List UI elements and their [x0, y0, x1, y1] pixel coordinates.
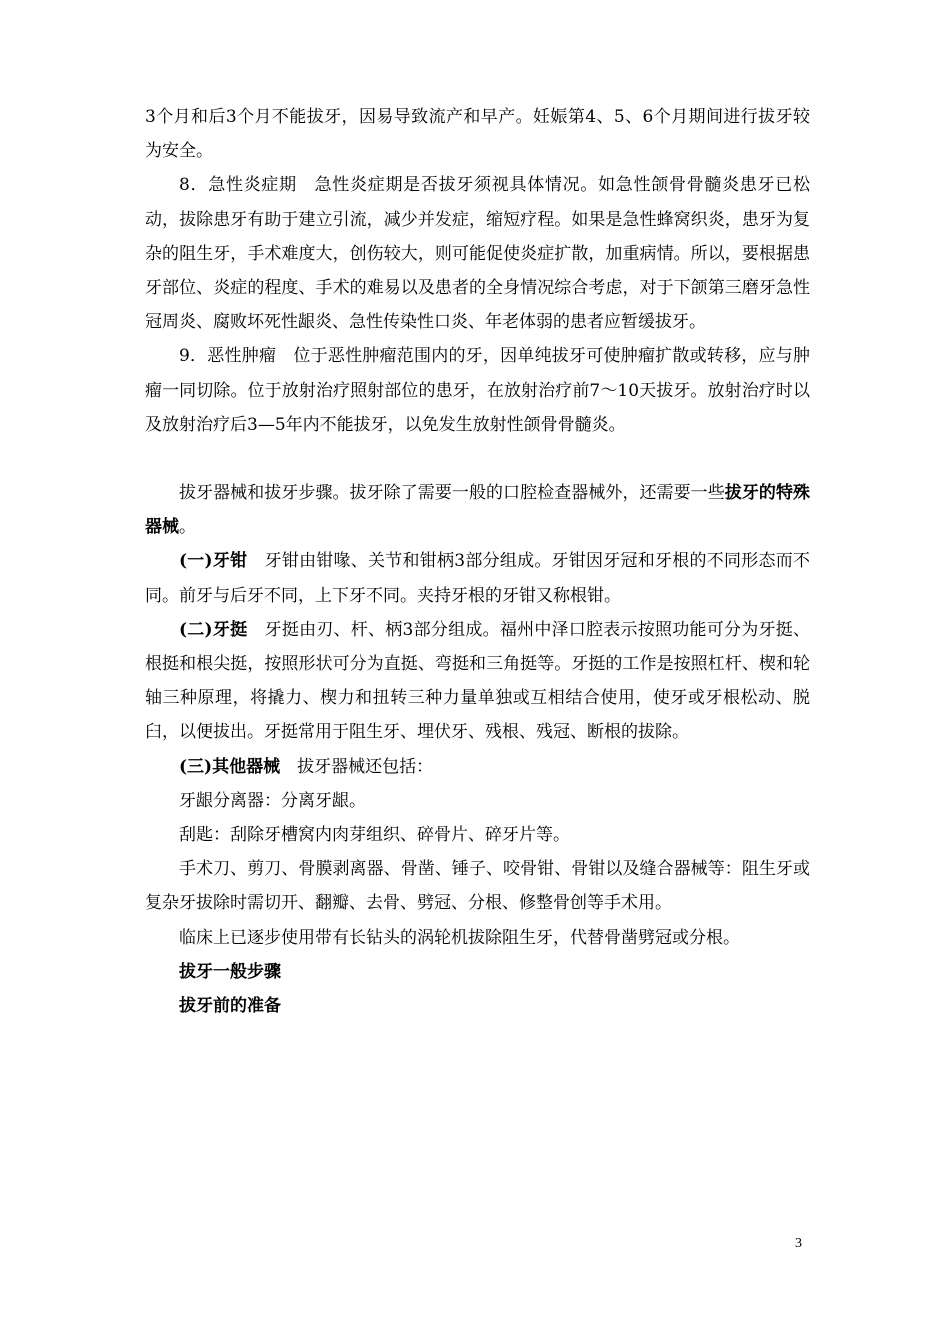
paragraph-text: 手术刀、剪刀、骨膜剥离器、骨凿、锤子、咬骨钳、骨钳以及缝合器械等：阻生牙或复杂牙拔除时需切开、翻瓣、去骨、劈冠、分根、修整骨创等手术用。: [145, 859, 810, 914]
heading-preparation: [145, 989, 810, 1023]
heading-text: 拔牙前的准备: [179, 996, 281, 1017]
paragraph-text: 牙挺由刃、杆、柄3部分组成。福州中泽口腔表示按照功能可分为牙挺、根挺和根尖挺，按照形状可分为直挺、弯挺和三角挺等。牙挺的工作是按照杠杆、楔和轮轴三种原理，将撬力、楔力和扭转三种力量单独或互相结合使用，使牙或牙根松动、脱臼，以便拔出。牙挺常用于阻生牙、埋伏牙、残根、残冠、断根的拔除。: [145, 619, 810, 743]
paragraph-forceps: [145, 544, 810, 612]
section-heading-other-instruments: (三)其他器械: [179, 756, 281, 777]
paragraph-spacer: [145, 442, 810, 476]
paragraph-text: 拔牙器械还包括：: [280, 756, 434, 777]
paragraph-surgical-tools: [145, 852, 810, 920]
paragraph-text: 临床上已逐步使用带有长钻头的涡轮机拔除阻生牙，代替骨凿劈冠或分根。: [179, 927, 740, 948]
section-heading-elevator: (二)牙挺: [179, 619, 248, 640]
document-body: [145, 100, 810, 1023]
paragraph-text: 8．急性炎症期 急性炎症期是否拔牙须视具体情况。如急性颌骨骨髓炎患牙已松动，拔除患牙有助于建立引流，减少并发症，缩短疗程。如果是急性蜂窝织炎，患牙为复杂的阻生牙，手术难度大，创伤较大，则可能促使炎症扩散，加重病情。所以，要根据患牙部位、炎症的程度、手术的难易以及患者的全身情况综合考虑，对于下颌第三磨牙急性冠周炎、腐败坏死性龈炎、急性传染性口炎、年老体弱的患者应暂缓拔牙。: [145, 175, 810, 333]
heading-text: 拔牙一般步骤: [179, 961, 281, 982]
paragraph-curette: [145, 818, 810, 852]
section-heading-forceps: (一)牙钳: [179, 551, 248, 572]
paragraph-turbine-drill: [145, 921, 810, 955]
paragraph-text: 9．恶性肿瘤 位于恶性肿瘤范围内的牙，因单纯拔牙可使肿瘤扩散或转移，应与肿瘤一同切除。位于放射治疗照射部位的患牙，在放射治疗前7～10天拔牙。放射治疗时以及放射治疗后3—5年内不能拔牙，以免发生放射性颌骨骨髓炎。: [145, 346, 810, 435]
paragraph-text: 牙龈分离器：分离牙龈。: [179, 790, 366, 811]
paragraph-text: 牙钳由钳喙、关节和钳柄3部分组成。牙钳因牙冠和牙根的不同形态而不同。前牙与后牙不同，上下牙不同。夹持牙根的牙钳又称根钳。: [145, 551, 810, 606]
paragraph-text: 拔牙器械和拔牙步骤。拔牙除了需要一般的口腔检查器械外，还需要一些: [179, 483, 725, 504]
paragraph-text: 3个月和后3个月不能拔牙，因易导致流产和早产。妊娠第4、5、6个月期间进行拔牙较为安全。: [145, 107, 810, 162]
paragraph-gingival-separator: [145, 784, 810, 818]
paragraph-tail: 。: [179, 517, 196, 538]
page-number: 3: [795, 1236, 802, 1251]
paragraph-acute-inflammation: [145, 168, 810, 339]
paragraph-pregnancy-continued: [145, 100, 810, 168]
paragraph-text: 刮匙：刮除牙槽窝内肉芽组织、碎骨片、碎牙片等。: [179, 825, 570, 846]
paragraph-elevator: [145, 613, 810, 750]
paragraph-extraction-instruments-intro: [145, 476, 810, 544]
heading-general-steps: [145, 955, 810, 989]
paragraph-malignant-tumor: [145, 339, 810, 442]
bold-phrase: 拔牙的特殊器械: [145, 483, 811, 538]
paragraph-other-instruments: [145, 750, 810, 784]
